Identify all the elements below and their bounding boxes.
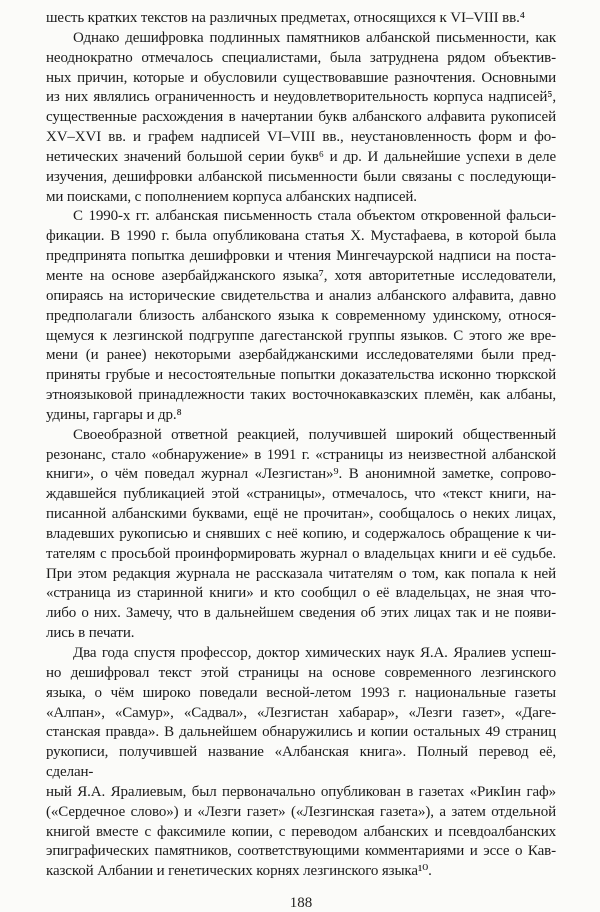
- text-line: этноязыковой принадлежности таких восточнокавказских племён, как албаны,: [46, 387, 556, 404]
- text-line: либо о них. Замечу, что в дальнейшем сведения об этих лицах так и не появи-: [46, 605, 556, 622]
- page-number: 188: [289, 895, 313, 912]
- text-line: из них являлись ограниченность и неудовлетворительность корпуса надписей⁵,: [46, 89, 556, 106]
- text-line: ных причин, которые и обусловили существовавшие разночтения. Основными: [46, 69, 556, 86]
- text-line: Два года спустя профессор, доктор химических наук Я.А. Яралиев успеш-: [73, 645, 556, 661]
- paragraph: [46, 9, 556, 29]
- text-line: казской Албании и генетических корнях лезгинского языка¹⁰.: [46, 863, 432, 880]
- text-line: опираясь на исторические свидетельства и анализ албанского алфавита, давно: [46, 287, 556, 304]
- text-line: ми поисками, с пополнением корпуса албанских надписей.: [46, 188, 417, 205]
- text-line: тателям с просьбой проинформировать журнал о владельцах книги и её судьбе.: [46, 545, 556, 562]
- text-line: шесть кратких текстов на различных предметах, относящихся к VI–VIII вв.⁴: [46, 10, 525, 26]
- text-line: Своеобразной ответной реакцией, получившей широкий общественный: [73, 426, 556, 443]
- text-line: При этом редакция журнала не рассказала читателям о том, как попала к ней: [46, 565, 556, 582]
- text-line: неоднократно отмечалось специалистами, была затруднена рядом объектив-: [46, 49, 556, 66]
- text-line: («Сердечное слово») и «Лезги газет» («Лезгинская газета»), а затем отдельной: [46, 803, 556, 820]
- text-line: предпринята попытка дешифровки и чтения Мингечаурской надписи на поста-: [46, 248, 556, 265]
- paragraph: [46, 644, 556, 882]
- text-line: книгой вместе с факсимиле копии, с переводом албанских и псевдоалбанских: [46, 823, 556, 840]
- text-line: языка, о чём широко поведали весной-летом 1993 г. национальные газеты: [46, 684, 556, 701]
- text-line: эпиграфических памятников, соответствующими комментариями и эссе о Кав-: [46, 843, 556, 860]
- text-line: фикации. В 1990 г. была опубликована статья Х. Мустафаева, в которой была: [46, 228, 556, 245]
- text-line: С 1990-х гг. албанская письменность стала объектом откровенной фальси-: [73, 208, 556, 225]
- text-line: удины, гаргары и др.⁸: [46, 406, 182, 423]
- text-line: владевших рукописью и снявших с неё копию, и содержалось обращение к чи-: [46, 525, 556, 542]
- text-line: «Алпан», «Самур», «Садвал», «Лезгистан хабарар», «Лезги газет», «Даге-: [46, 704, 556, 721]
- text-line: ждавшейся публикацией этой «страницы», отмечалось, что «текст книги, на-: [46, 486, 556, 503]
- text-line: приняты грубые и несостоятельные попытки доказательства исконно тюркской: [46, 367, 556, 384]
- paragraph: [46, 426, 556, 644]
- text-line: мени (и ранее) некоторыми азербайджанскими исследователями были пред-: [46, 347, 556, 364]
- paragraph: [46, 207, 556, 425]
- text-line: изучения, дешифровки албанской письменности были связаны с последующи-: [46, 168, 556, 185]
- text-line: предполагали близость албанского языка к современному удинскому, относя-: [46, 307, 556, 324]
- text-line: рукописи, получившей название «Албанская книга». Полный перевод её, сделан-: [46, 744, 556, 781]
- text-line: книги», о чём поведал журнал «Лезгистан»⁹. В анонимной заметке, сопрово-: [46, 466, 556, 483]
- text-line: щемуся к лезгинской подгруппе дагестанской группы языков. С этого же вре-: [46, 327, 556, 344]
- text-line: лись в печати.: [46, 625, 135, 642]
- text-line: XV–XVI вв. и графем надписей VI–VIII вв., неустановленность форм и фо-: [46, 129, 556, 146]
- paragraph: [46, 29, 556, 208]
- text-line: писанной албанскими буквами, ещё не прочитан», сообщалось о неких лицах,: [46, 506, 556, 523]
- text-line: резонанс, стало «обнаружение» в 1991 г. «страницы из неизвестной албанской: [46, 446, 556, 463]
- text-line: ный Я.А. Яралиевым, был первоначально опубликован в газетах «РикIин гаф»: [46, 783, 556, 800]
- text-line: Однако дешифровка подлинных памятников албанской письменности, как: [73, 29, 556, 46]
- text-line: менте на основе азербайджанского языка⁷, хотя авторитетные исследователи,: [46, 267, 556, 284]
- text-line: но дешифровал текст этой страницы на основе современного лезгинского: [46, 664, 556, 681]
- text-line: нетических значений большой серии букв⁶ и др. И дальнейшие успехи в деле: [46, 148, 556, 165]
- text-line: «страница из старинной книги» и кто сообщил о её владельцах, не зная что-: [46, 585, 556, 602]
- text-line: существенные расхождения в начертании букв албанского алфавита рукописей: [46, 109, 556, 126]
- text-line: станская правда». В дальнейшем обнаружились и копии остальных 49 страниц: [46, 724, 556, 741]
